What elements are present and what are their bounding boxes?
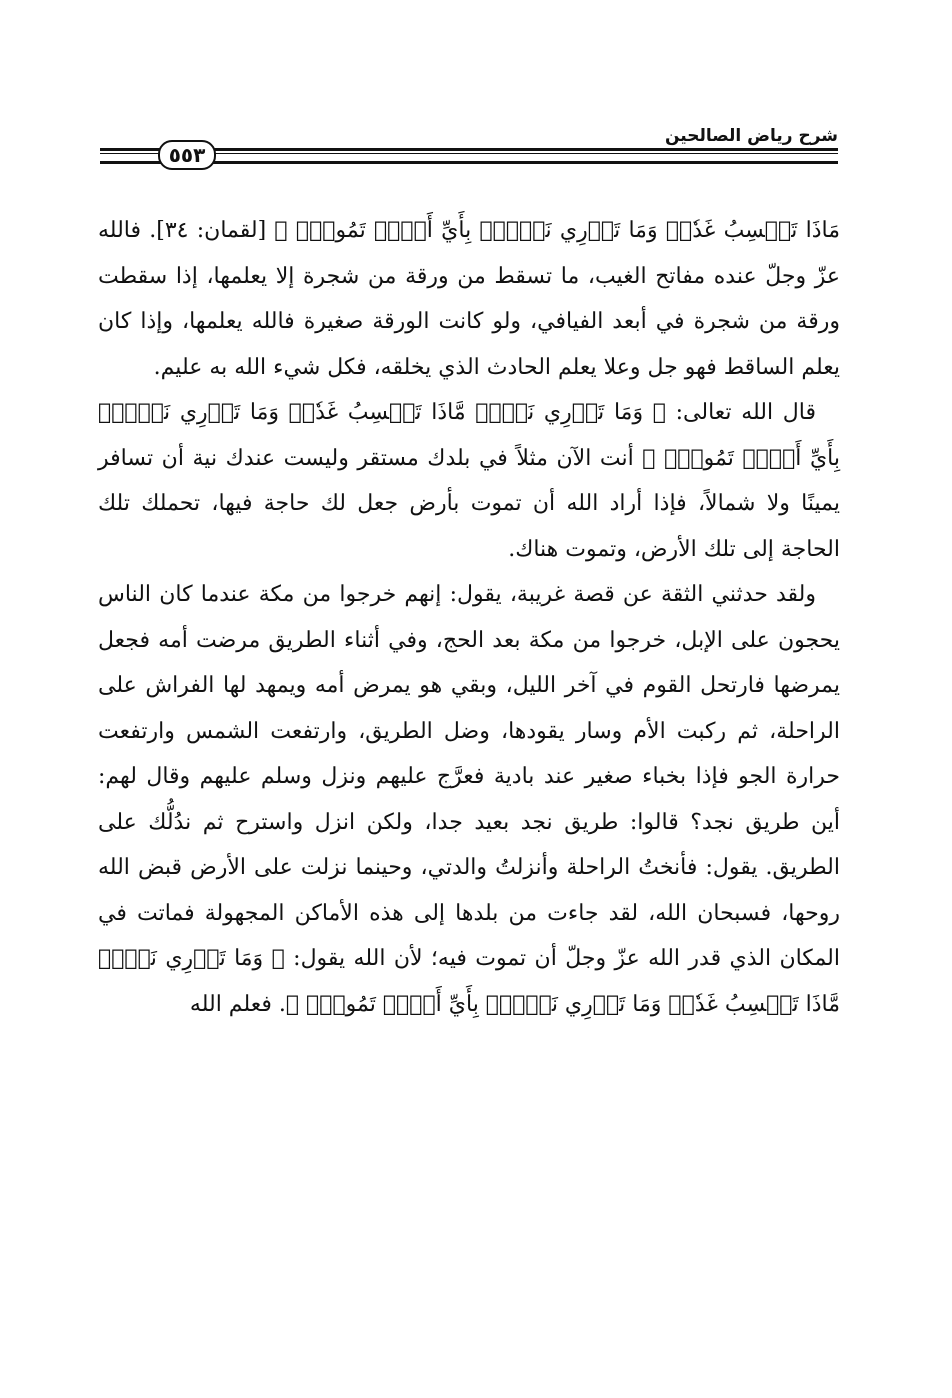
page-number-badge: ٥٥٣ xyxy=(158,140,216,170)
page-header xyxy=(100,126,838,176)
page-body-text xyxy=(98,208,840,1027)
paragraph-verse-commentary: قال الله تعالى: ﴿ وَمَا تَدۡرِي نَفۡسٞ مَّاذَا تَكۡسِبُ غَدٗاۖ وَمَا تَدۡرِي نَفۡسُۢ بِأَيِّ أَرۡضٖ تَمُوتُۚ ﴾ أنت الآن مثلاً في بلدك مستقر وليست عندك نية أن تسافر يمينًا ولا شمالاً، فإذا أراد الله أن تموت بأرض جعل لك حاجة فيها، تحملك تلك الحاجة إلى تلك الأرض، وتموت هناك. xyxy=(98,400,840,562)
book-title: شرح رياض الصالحين xyxy=(664,126,838,146)
paragraph-story: ولقد حدثني الثقة عن قصة غريبة، يقول: إنهم خرجوا من مكة عندما كان الناس يحجون على الإبل، خرجوا من مكة بعد الحج، وفي أثناء الطريق مرضت أمه فجعل يمرضها فارتحل القوم في آخر الليل، وبقي هو يمرض أمه ويمهد لها الفراش على الراحلة، ثم ركبت الأم وسار يقودها، وضل الطريق، وارتفعت الشمس وارتفعت حرارة الجو فإذا بخباء صغير عند بادية فعرَّج عليهم ونزل وسلم عليهم وقال لهم: أين طريق نجد؟ قالوا: طريق نجد بعيد جدا، ولكن انزل واسترح ثم ندُلُّك على الطريق. يقول: فأنختُ الراحلة وأنزلتُ والدتي، وحينما نزلت على الأرض قبض الله روحها، فسبحان الله، لقد جاءت من بلدها إلى هذه الأماكن المجهولة فماتت في المكان الذي قدر الله عزّ وجلّ أن تموت فيه؛ لأن الله يقول: ﴿ وَمَا تَدۡرِي نَفۡسٞ مَّاذَا تَكۡسِبُ غَدٗاۖ وَمَا تَدۡرِي نَفۡسُۢ بِأَيِّ أَرۡضٖ تَمُوتُۚ ﴾. فعلم الله xyxy=(98,582,840,1017)
paragraph-continuation: مَاذَا تَكۡسِبُ غَدٗاۖ وَمَا تَدۡرِي نَفۡسُۢ بِأَيِّ أَرۡضٖ تَمُوتُۚ ﴾ [لقمان: ٣٤]. فالله عزّ وجلّ عنده مفاتح الغيب، ما تسقط من ورقة من شجرة إلا يعلمها، إذا سقطت ورقة من شجرة في أبعد الفيافي، ولو كانت الورقة صغيرة فالله يعلمها، وإذا كان يعلم الساقط فهو جل وعلا يعلم الحادث الذي يخلقه، فكل شيء الله به عليم. xyxy=(98,218,840,380)
